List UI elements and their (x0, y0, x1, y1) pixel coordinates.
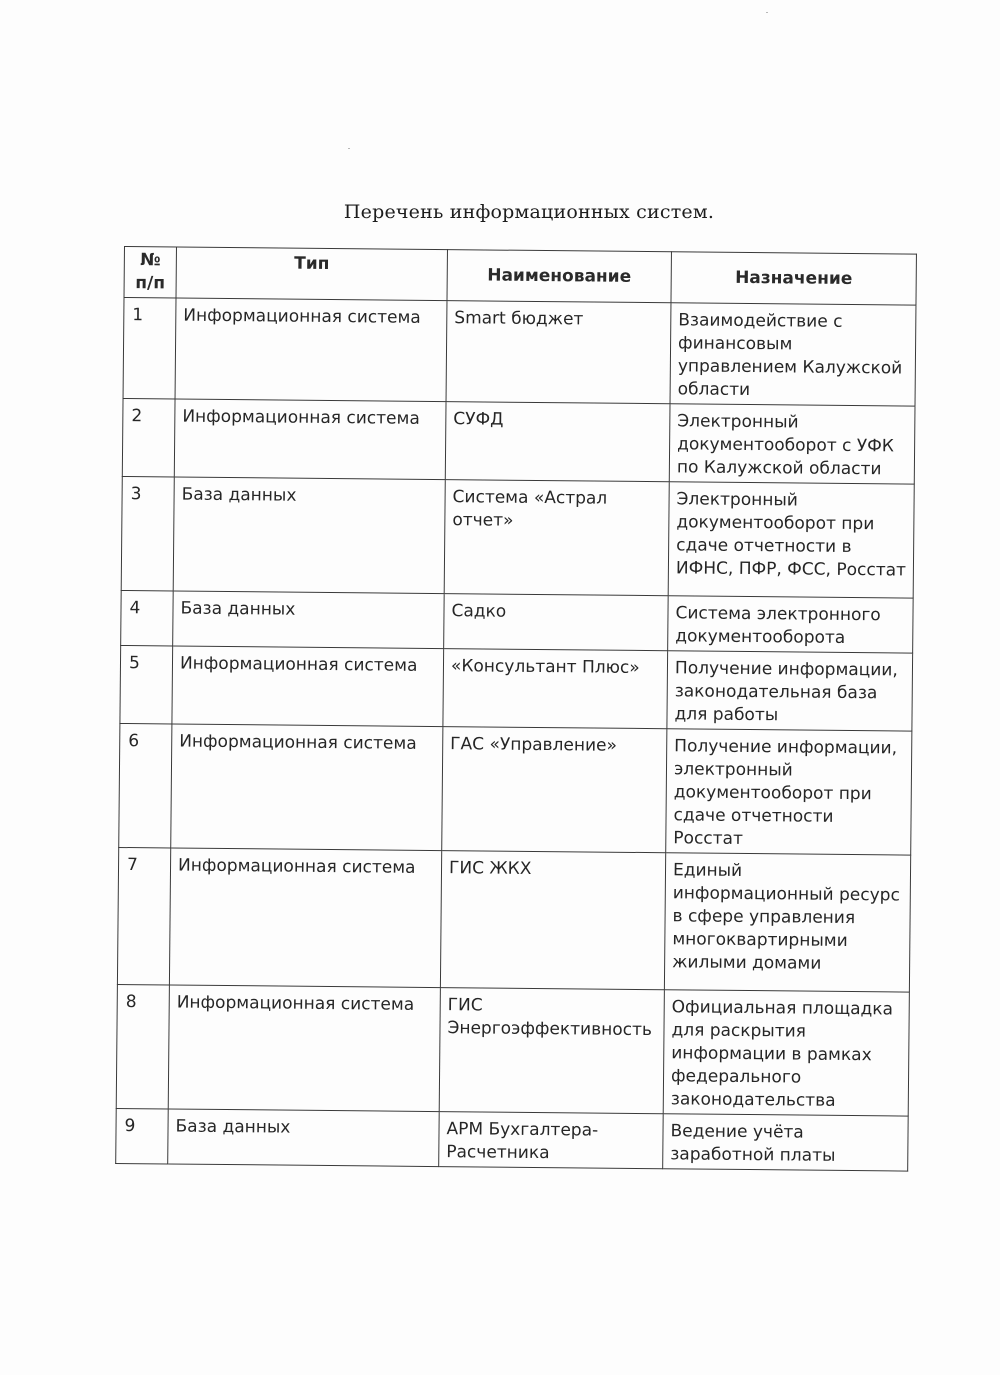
scan-speck (766, 12, 768, 13)
row-name: ГИС ЖКХ (440, 851, 665, 990)
table-row (119, 723, 912, 855)
row-type: База данных (173, 477, 445, 594)
header-num: № п/п (124, 247, 176, 298)
row-type: База данных (173, 591, 445, 649)
header-purpose: Назначение (671, 252, 916, 305)
row-num: 6 (119, 723, 172, 847)
row-type: База данных (168, 1109, 440, 1167)
systems-table-wrapper (115, 246, 916, 1172)
row-type: Информационная система (169, 848, 441, 988)
row-name: Система «Астрал отчет» (444, 480, 669, 596)
table-row (116, 1108, 908, 1171)
row-purpose: Ведение учёта заработной платы (663, 1114, 909, 1171)
row-type: Информационная система (171, 724, 443, 851)
row-purpose: Получение информации, законодательная база для работы (667, 651, 913, 731)
table-row (123, 298, 916, 407)
document-title: Перечень информационных систем. (343, 201, 715, 223)
row-num: 3 (121, 476, 174, 590)
row-type: Информационная система (172, 646, 444, 727)
row-num: 8 (116, 984, 169, 1108)
table-header-row (124, 247, 916, 306)
header-name: Наименование (447, 250, 671, 303)
row-type: Информационная система (175, 298, 447, 402)
row-name: АРМ Бухгалтера-Расчетника (439, 1112, 664, 1169)
table-row (121, 590, 913, 653)
table-row (117, 847, 910, 992)
row-purpose: Электронный документооборот при сдаче отчетности в ИФНС, ПФР, ФСС, Росстат (668, 482, 914, 598)
row-num: 1 (123, 298, 176, 399)
row-purpose: Электронный документооборот с УФК по Калужской области (669, 404, 915, 484)
row-name: «Консультант Плюс» (443, 649, 668, 729)
row-num: 9 (116, 1108, 169, 1163)
row-num: 5 (120, 645, 173, 723)
header-type: Тип (176, 247, 447, 301)
row-name: ГАС «Управление» (442, 727, 667, 853)
table-row (116, 984, 909, 1116)
table-row (120, 645, 913, 731)
row-purpose: Взаимодействие с финансовым управлением Калужской области (670, 303, 916, 406)
row-purpose: Официальная площадка для раскрытия информации в рамках федерального законодательства (663, 990, 909, 1116)
row-num: 7 (117, 847, 170, 984)
row-type: Информационная система (174, 399, 446, 480)
row-name: СУФД (445, 402, 670, 482)
row-name: ГИС Энергоэффективность (439, 988, 664, 1114)
row-type: Информационная система (168, 985, 440, 1112)
row-num: 4 (121, 590, 174, 645)
row-name: Smart бюджет (446, 301, 671, 404)
row-purpose: Система электронного документооборота (668, 596, 914, 653)
row-name: Садко (444, 594, 669, 651)
row-purpose: Единый информационный ресурс в сфере управления многоквартирными жилыми домами (664, 853, 910, 992)
table-row (121, 476, 914, 598)
scan-speck (348, 148, 350, 149)
systems-table (115, 246, 917, 1172)
table-row (122, 398, 915, 484)
row-num: 2 (122, 398, 175, 476)
row-purpose: Получение информации, электронный документооборот при сдаче отчетности Росстат (666, 729, 912, 855)
